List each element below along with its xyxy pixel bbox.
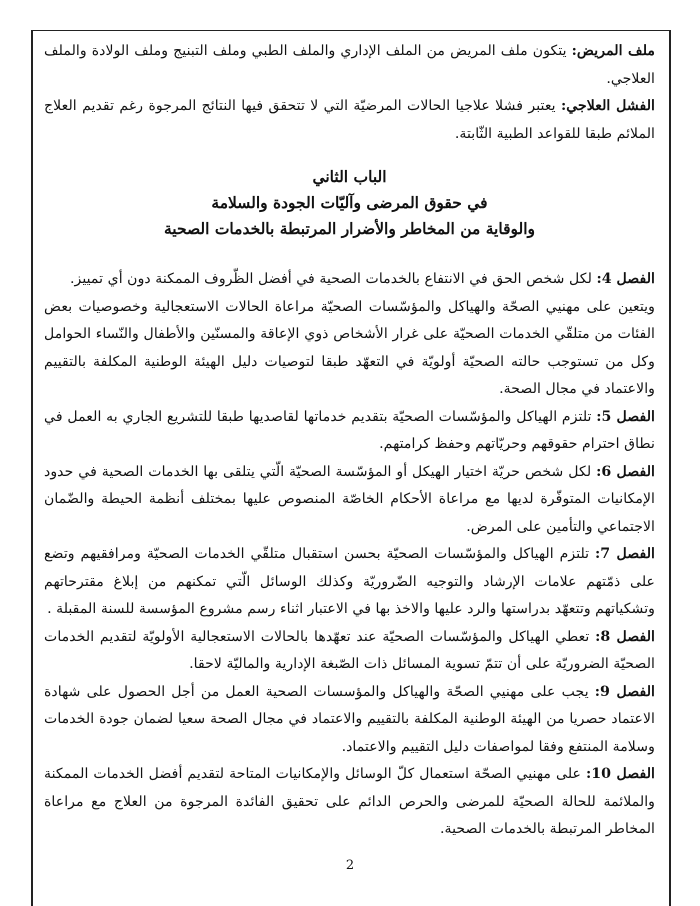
article-text: تلتزم الهياكل والمؤسّسات الصحيّة بتقديم خدماتها لقاصديها طبقا للتشريع الجاري به العمل في نطاق احترام حقوقهم وحريّاتهم وحفظ كرامتهم. — [44, 408, 655, 452]
page-number: 2 — [345, 858, 355, 873]
chapter-heading: الباب الثاني — [312, 167, 387, 186]
article-label: الفصل 4: — [596, 271, 655, 287]
article-text: لكل شخص حريّة اختيار الهيكل أو المؤسّسة الصحيّة الّتي يتلقى بها الخدمات الصحية في حدود الإمكانيات المتوفّرة لديها مع مراعاة الأحكام الخاصّة المنصوص عليها بمختلف أنظمة الحيطة والضّمان الاجتماعي والتأمين على المرض. — [44, 463, 655, 535]
article-text: لكل شخص الحق في الانتفاع بالخدمات الصحية في أفضل الظّروف الممكنة دون أي تمييز. — [70, 271, 597, 287]
article-5 — [44, 404, 655, 459]
chapter-title — [44, 164, 655, 242]
article-8 — [44, 624, 655, 679]
definition-patient-file — [44, 38, 655, 93]
document-body — [44, 38, 655, 844]
article-9 — [44, 679, 655, 762]
chapter-subtitle-1: في حقوق المرضى وآليّات الجودة والسلامة — [211, 193, 488, 212]
article-10 — [44, 761, 655, 844]
chapter-subtitle-2: والوقاية من المخاطر والأضرار المرتبطة بالخدمات الصحية — [163, 219, 536, 238]
article-text: تعطي الهياكل والمؤسّسات الصحيّة عند تعهّدها بالحالات الاستعجالية الأولويّة لتقديم الخدمات الصحيّة الضروريّة على أن تتمّ تسوية المسائل ذات الصّبغة الإدارية والماليّة لاحقا. — [44, 628, 655, 672]
article-4 — [44, 266, 655, 294]
article-6 — [44, 459, 655, 542]
definition-text: يتكون ملف المريض من الملف الإداري والملف الطبي وملف التبنيج وملف الولادة والملف العلاجي. — [44, 43, 655, 87]
article-label: الفصل 9: — [594, 683, 655, 700]
definition-term: الفشل العلاجي: — [560, 98, 655, 114]
article-label: الفصل 10: — [586, 766, 655, 782]
definition-term: ملف المريض: — [571, 43, 655, 59]
article-label: الفصل 7: — [595, 546, 655, 562]
article-text: يجب على مهنيي الصحّة والهياكل والمؤسسات الصحية العمل من أجل الحصول على شهادة الاعتماد حصريا من الهيئة الوطنية المكلفة بالتقييم والاعتماد في مجال الصحة سعيا لضمان جودة الخدمات وسلامة المنتفع وفقا لمواصفات دليل التقييم والاعتماد. — [44, 683, 655, 755]
definition-text: يعتبر فشلا علاجيا الحالات المرضيّة التي لا تتحقق فيها النتائج المرجوة رغم تقديم العلاج الملائم طبقا للقواعد الطبية الثّابتة. — [44, 98, 655, 142]
article-text: تلتزم الهياكل والمؤسّسات الصحيّة بحسن استقبال متلقّي الخدمات الصحيّة ومرافقيهم وتضع على ذمّتهم علامات الإرشاد والتوجيه الضّروريّة وكذلك الوسائل الّتي تمكنهم من إبلاغ مقترحاتهم وتشكياتهم وتتعهّد بدراستها والرد عليها والاخذ بها في الاعتبار اثناء رسم مشروع المؤسسة للسنة المقبلة . — [44, 546, 655, 617]
article-7 — [44, 541, 655, 624]
article-text: على مهنيي الصحّة استعمال كلّ الوسائل والإمكانيات المتاحة لتقديم أفضل الخدمات الممكنة والملائمة للحالة الصحيّة للمرضى والحرص الدائم على تحقيق الفائدة المرجوة من العلاج مع مراعاة المخاطر المرتبطة بالخدمات الصحية. — [44, 766, 655, 837]
article-4-continued: ويتعين على مهنيي الصحّة والهياكل والمؤسّسات الصحيّة مراعاة الحالات الاستعجالية وخصوصيات بعض الفئات من متلقّي الخدمات الصحيّة على غرار الأشخاص ذوي الإعاقة والمسنّين والأطفال والنّساء الحوامل وكل من تستوجب حالته الصحيّة أولويّة في التعهّد طبقا لتوصيات دليل الهيئة الوطنية المكلفة بالتقييم والاعتماد في مجال الصحة. — [44, 298, 655, 397]
article-label: الفصل 5: — [596, 408, 655, 425]
definition-treatment-failure — [44, 93, 655, 148]
article-label: الفصل 6: — [596, 463, 655, 480]
article-label: الفصل 8: — [595, 628, 655, 645]
